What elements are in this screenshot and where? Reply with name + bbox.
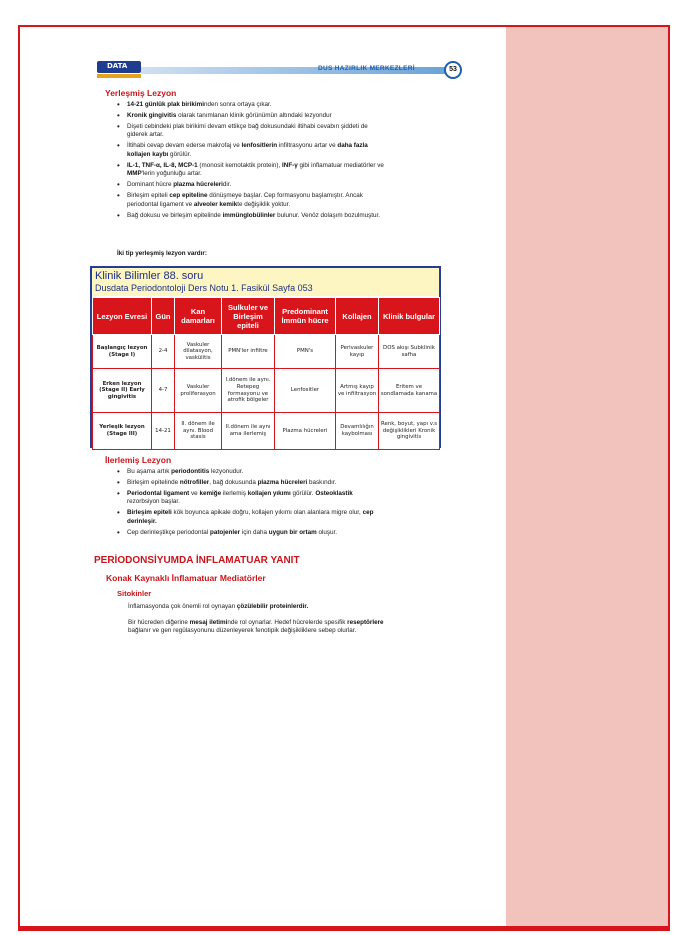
section-title-yerlesmis: Yerleşmiş Lezyon: [105, 88, 177, 98]
logo-box: [97, 61, 141, 73]
table-row: [93, 413, 440, 450]
table-cell: Erken lezyon (Stage II) Early gingivitis: [93, 369, 152, 413]
table-cell: 14-21: [152, 413, 175, 450]
table-header-row: [93, 298, 440, 335]
bold-text: INF-γ: [282, 161, 298, 169]
bold-text: plazma hücreleri: [173, 181, 223, 189]
bold-text: patojenler: [209, 528, 241, 536]
bold-text: periodontitis: [171, 468, 210, 475]
bold-text: plazma hücreleri: [257, 479, 308, 486]
table-cell: II. dönem ile aynı. Blood stasis: [175, 413, 222, 450]
bold-text: Kronik gingivitis: [127, 112, 177, 119]
dusdata-logo: [97, 61, 141, 79]
bold-text: kemiğe: [199, 490, 222, 497]
bold-text: lenfositlerin: [241, 142, 278, 150]
bold-text: uygun bir ortam: [268, 528, 317, 536]
bold-text: Periodontal ligament: [127, 490, 190, 497]
bold-text: çözülebilir proteinlerdir.: [236, 603, 309, 610]
lesion-stage-table: [92, 297, 440, 450]
table-body: [93, 335, 440, 450]
table-cell: Devamlılığın kaybolması: [336, 413, 379, 450]
section2-bullets: [117, 468, 387, 540]
table-column-header: Sulkuler ve Birleşim epiteli: [222, 298, 275, 335]
reference-table-overlay: [90, 266, 441, 448]
overlay-header: [92, 268, 439, 296]
bullet-item: • Dominant hücre plazma hücreleridir.: [117, 181, 387, 189]
bold-text: cep epiteline: [169, 192, 208, 200]
subsection-title-sitokinler: Sitokinler: [117, 589, 152, 598]
bold-text: immünglobülinler: [222, 211, 276, 219]
bullet-item: • Cep derinleştikçe periodontal patojenler için daha uygun bir ortam oluşur.: [117, 529, 387, 537]
section1-subnote: İki tip yerleşmiş lezyon vardır:: [117, 250, 207, 257]
table-column-header: Gün: [152, 298, 175, 335]
header-title: DUS HAZIRLIK MERKEZLERİ: [318, 65, 415, 72]
table-cell: Vaskuler proliferasyon: [175, 369, 222, 413]
subsection-title-konak: Konak Kaynaklı İnflamatuar Mediatörler: [106, 573, 266, 583]
table-cell: Eritem ve sondlamada kanama: [379, 369, 440, 413]
table-cell: I.dönem ile aynı. Retepeg formasyonu ve atrofik bölgeler: [222, 369, 275, 413]
bullet-item: • 14-21 günlük plak birikiminden sonra ortaya çıkar.: [117, 101, 387, 109]
section1-bullets: [117, 101, 387, 223]
bottom-rule: [18, 926, 670, 931]
table-cell: Artmış kayıp ve infiltrasyon: [336, 369, 379, 413]
bullet-item: • Periodontal ligament ve kemiğe ilerlemiş kollajen yıkımı görülür. Osteoklastik rezorbsiyon başlar.: [117, 490, 387, 507]
logo-stripe: [97, 74, 141, 78]
bullet-item: • Kronik gingivitis olarak tanımlanan klinik görünümün altındaki lezyondur: [117, 112, 387, 120]
bold-text: cep derinleşir.: [127, 509, 374, 525]
bullet-item: • Birleşim epiteli kök boyunca apikale doğru, kollajen yıkımı olan alanlara migre olur, cep derinleşir.: [117, 509, 387, 526]
table-cell: PMN's: [275, 335, 336, 369]
table-cell: 4-7: [152, 369, 175, 413]
page-number: 53: [444, 61, 462, 79]
bold-text: daha fazla kollajen kaybı: [127, 142, 368, 158]
section-title-periodonsiyum: PERİODONSİYUMDA İNFLAMATUAR YANIT: [94, 555, 300, 566]
bullet-item: • Birleşim epitelinde nötrofiller, bağ dokusunda plazma hücreleri baskındır.: [117, 479, 387, 487]
table-cell: PMN'ler infiltre: [222, 335, 275, 369]
bold-text: alveoler kemik: [193, 200, 238, 208]
bold-text: Birleşim epiteli: [127, 509, 172, 517]
table-column-header: Klinik bulgular: [379, 298, 440, 335]
bold-text: kollajen yıkımı: [247, 490, 291, 497]
table-cell: Vaskuler dilatasyon, vaskülitis: [175, 335, 222, 369]
bold-text: IL-1, TNF-α, IL-8, MCP-1: [127, 161, 198, 169]
bold-text: MMP: [127, 170, 142, 178]
bold-text: 14-21 günlük plak birikimi: [127, 101, 204, 108]
table-cell: DOS akışı Subklinik safha: [379, 335, 440, 369]
table-cell: Perivaskuler kayıp: [336, 335, 379, 369]
bold-text: reseptörlere: [347, 619, 384, 626]
table-row: [93, 369, 440, 413]
table-cell: 2-4: [152, 335, 175, 369]
bold-text: Osteoklastik: [315, 490, 353, 497]
table-cell: II.dönem ile aynı ama ilerlemiş: [222, 413, 275, 450]
table-cell: Başlangıç lezyon (Stage I): [93, 335, 152, 369]
table-column-header: Kollajen: [336, 298, 379, 335]
table-row: [93, 335, 440, 369]
bold-text: mesaj iletimi: [189, 619, 228, 626]
table-column-header: Lezyon Evresi: [93, 298, 152, 335]
bullet-item: • Dişeti cebindeki plak birikimi devam ettikçe bağ dokusundaki iltihabi cevabın şiddeti de giderek artar.: [117, 123, 387, 140]
side-panel: [506, 27, 668, 928]
overlay-line1: Klinik Bilimler 88. soru: [95, 270, 204, 282]
table-cell: Yerleşik lezyon (Stage III): [93, 413, 152, 450]
table-column-header: Kan damarları: [175, 298, 222, 335]
table-cell: Lenfositler: [275, 369, 336, 413]
sitokin-paragraph-2: Bir hücreden diğerine mesaj iletiminde rol oynarlar. Hedef hücrelerde spesifik reseptörlere bağlanır ve gen regülasyonunu düzenleyerek fenotipik değişikliklere sebep olurlar.: [128, 619, 384, 635]
bullet-item: • Birleşim epiteli cep epiteline dönüşmeye başlar. Cep formasyonu başlamıştır. Ancak periodontal ligament ve alveoler kemikte değişiklik yoktur.: [117, 192, 387, 209]
logo-text: DATA: [107, 62, 128, 70]
bullet-item: • İltihabi cevap devam ederse makrofaj ve lenfositlerin infiltrasyonu artar ve daha fazla kollajen kaybı görülür.: [117, 142, 387, 159]
bullet-item: • Bağ dokusu ve birleşim epitelinde immünglobülinler bulunur. Venöz dolaşım bozulmuştur.: [117, 212, 387, 220]
bold-text: nötrofiller: [179, 479, 210, 486]
overlay-line2: Dusdata Periodontoloji Ders Notu 1. Fasikül Sayfa 053: [95, 283, 313, 293]
table-cell: Plazma hücreleri: [275, 413, 336, 450]
sitokin-paragraph-1: İnflamasyonda çok önemli rol oynayan çözülebilir proteinlerdir.: [128, 603, 309, 610]
table-column-header: Predominant İmmün hücre: [275, 298, 336, 335]
bullet-item: • IL-1, TNF-α, IL-8, MCP-1 (monosit kemotaktik protein), INF-γ gibi inflamatuar mediatörler ve MMP'lerin yoğunluğu artar.: [117, 162, 387, 179]
section-title-ilerlemis: İlerlemiş Lezyon: [105, 455, 172, 465]
table-cell: Renk, boyut, yapı v.s değişiklikleri Kronik gingivitis: [379, 413, 440, 450]
bullet-item: • Bu aşama artık periodontitis lezyonudur.: [117, 468, 387, 476]
